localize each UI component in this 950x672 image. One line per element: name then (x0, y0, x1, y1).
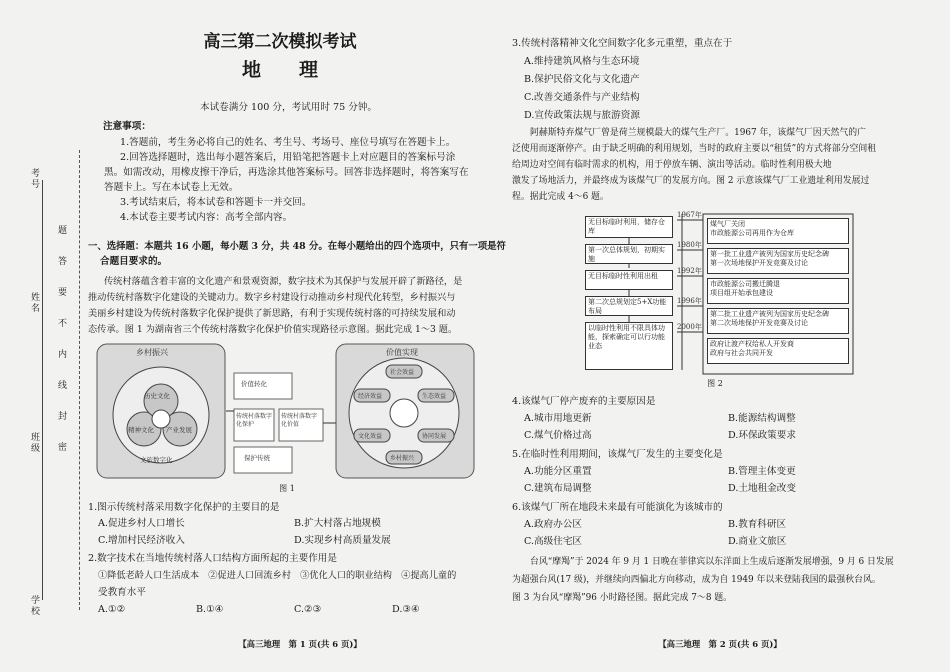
fig1-left-item: 精神文化 (128, 426, 154, 434)
q6-option-c[interactable]: C.高级住宅区 (524, 536, 583, 547)
passage2-line: 图 3 为台风“摩羯”96 小时路径图。据此完成 7～8 题。 (512, 593, 733, 603)
fig1-mid-box: 保护传统 (244, 454, 270, 462)
fig2-right-item: 第二批工业遗产被列为国家历史纪念碑 (710, 310, 829, 318)
fig1-right-node: 生态效益 (422, 393, 447, 400)
q5-option-b[interactable]: B.管理主体变更 (728, 466, 796, 477)
q1-option-b[interactable]: B.扩大村落占地规模 (294, 518, 381, 529)
binding-label-kaohao: 考号 (29, 168, 39, 190)
q2-option-a[interactable]: A.①② (98, 604, 126, 615)
passage2-line: 为超强台风(17 级)，并继续向西偏北方向移动，成为自 1949 年以来登陆我国的最强秋台风。 (512, 575, 881, 585)
q3-option-a[interactable]: A.维持建筑风格与生态环境 (524, 56, 640, 67)
passage-line: 给周边对空间有临时需求的机构，用于停放车辆、演出等活动。临时性利用极大地 (512, 160, 832, 170)
notice-line: 黑。如需改动，用橡皮擦干净后，再选涂其他答案标号。回答非选择题时，将答案写在 (104, 167, 469, 178)
figure-1 (96, 343, 476, 480)
seal-char: 要 (56, 287, 66, 298)
fig2-right-item: 政府让渡产权给私人开发商 (710, 340, 794, 348)
section-title-cont: 合题目要求的。 (100, 256, 168, 267)
fig2-year: 2000年 (677, 323, 702, 331)
fig1-right-title: 价值实现 (386, 348, 418, 357)
notice-line: 2.回答选择题时，选出每小题答案后，用铅笔把答题卡上对应题目的答案标号涂 (120, 152, 456, 163)
fig2-left-box: 第一次总体规划，初期实施 (585, 244, 673, 264)
q1-option-d[interactable]: D.实现乡村高质量发展 (294, 535, 391, 546)
exam-title: 高三第二次模拟考试 (203, 32, 357, 52)
fig2-year: 1980年 (677, 241, 702, 249)
q5-option-d[interactable]: D.土地租金改变 (728, 483, 796, 494)
binding-label-xingming: 姓名 (29, 292, 39, 314)
passage-line: 泛使用而逐渐停产。由于缺乏明确的利用规划，当时的政府主要以“租赁”的方式将部分空间租 (512, 144, 877, 154)
q2-option-b[interactable]: B.①④ (196, 604, 224, 615)
seal-char: 线 (56, 380, 66, 391)
section-title: 一、选择题：本题共 16 小题，每小题 3 分，共 48 分。在每小题给出的四个选项中，只有一项是符 (88, 241, 506, 252)
seal-char: 不 (56, 318, 66, 329)
binding-label-xuexiao: 学校 (29, 595, 39, 617)
passage-line: 阿赫斯特弃煤气厂曾是荷兰规模最大的煤气生产厂。1967 年，该煤气厂因天然气的广 (530, 128, 867, 138)
binding-underline (42, 180, 43, 600)
question-6: 6.该煤气厂所在地段未来最有可能演化为该城市的 (512, 502, 723, 513)
fig2-year: 1967年 (677, 211, 702, 219)
fig2-right-box (707, 338, 849, 364)
question-1: 1.图示传统村落采用数字化保护的主要目的是 (88, 502, 280, 513)
fig2-year: 1992年 (677, 267, 702, 275)
fig2-year: 1996年 (677, 297, 702, 305)
notice-line: 答题卡上。写在本试卷上无效。 (104, 182, 239, 193)
fig2-right-box (707, 278, 849, 304)
q1-option-a[interactable]: A.促进乡村人口增长 (98, 518, 185, 529)
q3-option-d[interactable]: D.宣传政策法规与旅游资源 (524, 110, 640, 121)
q4-option-d[interactable]: D.环保政策要求 (728, 430, 796, 441)
q2-option-c[interactable]: C.②③ (294, 604, 322, 615)
passage-line: 态传承。图 1 为湖南省三个传统村落数字化保护价值实现路径示意图。据此完成 1～3 题。 (88, 324, 458, 335)
fig2-right-item: 政府与社会共同开发 (710, 349, 773, 357)
figure-1-caption: 图 1 (279, 484, 295, 493)
notice-title: 注意事项： (103, 121, 151, 132)
exam-info: 本试卷满分 100 分，考试用时 75 分钟。 (200, 102, 378, 113)
fig1-right-node: 社会效益 (390, 369, 415, 376)
seal-char: 内 (56, 349, 66, 360)
fig2-left-box: 以临时性利用不限具体功能，探索确定可以行功能业态 (585, 322, 673, 370)
page-1-footer: 【高三地理 第 1 页(共 6 页)】 (238, 639, 362, 649)
q6-option-b[interactable]: B.教育科研区 (728, 519, 787, 530)
seal-line (79, 150, 80, 610)
q4-option-b[interactable]: B.能源结构调整 (728, 413, 796, 424)
figure-2 (585, 210, 855, 378)
fig2-right-item: 市政能源公司再用作为仓库 (710, 229, 794, 237)
question-3: 3.传统村落精神文化空间数字化多元重塑，重点在于 (512, 38, 733, 49)
fig1-mid-box: 传统村落数字化价值 (281, 413, 318, 428)
fig2-left-box: 无目标临时利用，储存仓库 (585, 216, 673, 238)
q6-option-d[interactable]: D.商业文旅区 (728, 536, 787, 547)
q2-items: ①降低老龄人口生活成本 ②促进人口回流乡村 ③优化人口的职业结构 ④提高儿童的 (98, 570, 457, 581)
q4-option-a[interactable]: A.城市用地更新 (524, 413, 592, 424)
q2-option-d[interactable]: D.③④ (392, 604, 420, 615)
page-2-footer: 【高三地理 第 2 页(共 6 页)】 (658, 639, 782, 649)
fig2-right-item: 第一次场地保护开发竞赛及讨论 (710, 259, 808, 267)
q5-option-c[interactable]: C.建筑布局调整 (524, 483, 592, 494)
figure-2-caption: 图 2 (707, 379, 723, 388)
fig2-right-box (707, 308, 849, 334)
notice-line: 1.答题前，考生务必将自己的姓名、考生号、考场号、座位号填写在答题卡上。 (120, 137, 456, 148)
fig2-right-item: 项目组开始承包建设 (710, 289, 773, 297)
passage-line: 激发了场地活力，并最终成为该煤气厂的发展方向。图 2 示意该煤气厂工业遗址利用发展过 (512, 176, 870, 186)
subject-title: 地 理 (241, 59, 318, 81)
q4-option-c[interactable]: C.煤气价格过高 (524, 430, 592, 441)
q1-option-c[interactable]: C.增加村民经济收入 (98, 535, 185, 546)
q3-option-c[interactable]: C.改善交通条件与产业结构 (524, 92, 640, 103)
passage-line: 传统村落蕴含着丰富的文化遗产和景观资源，数字技术为其保护与发展开辟了新路径，是 (104, 276, 463, 287)
fig1-mid-box: 价值转化 (241, 380, 267, 388)
seal-char: 密 (56, 442, 66, 453)
fig2-right-item: 第二次场地保护开发竞赛及讨论 (710, 319, 808, 327)
fig2-right-item: 市政能源公司搬迁腾退 (710, 280, 780, 288)
fig2-left-box: 第二次总规划定5+X功能布局 (585, 296, 673, 316)
fig1-left-item: 文旅数字化 (140, 456, 173, 464)
fig1-left-title: 乡村振兴 (136, 348, 168, 357)
passage-line: 推动传统村落数字化建设的关键动力。数字乡村建设行动推动乡村现代化转型，乡村振兴与 (88, 292, 456, 303)
fig2-right-box (707, 248, 849, 274)
notice-line: 4.本试卷主要考试内容：高考全部内容。 (120, 212, 293, 223)
fig1-right-node: 乡村振兴 (390, 455, 415, 462)
fig2-left-box: 无目标临时性利用出租 (585, 270, 673, 290)
fig1-left-item: 历史文化 (144, 392, 170, 400)
fig1-mid-box: 传统村落数字化保护 (236, 413, 273, 428)
seal-char: 封 (56, 411, 66, 422)
passage2-line: 台风“摩羯”于 2024 年 9 月 1 日晚在菲律宾以东洋面上生成后逐渐发展增强，9 月 6 日发展 (530, 557, 894, 567)
fig1-right-node: 文化效益 (358, 433, 383, 440)
passage-line: 程。据此完成 4～6 题。 (512, 192, 609, 202)
question-4: 4.该煤气厂停产废弃的主要原因是 (512, 396, 656, 407)
fig2-right-box (707, 218, 849, 244)
question-2: 2.数字技术在当地传统村落人口结构方面所起的主要作用是 (88, 553, 337, 564)
q2-items-cont: 受教育水平 (98, 587, 146, 598)
fig2-right-item: 煤气厂关闭 (710, 220, 745, 228)
fig2-right-item: 第一批工业遗产被列为国家历史纪念碑 (710, 250, 829, 258)
fig1-right-node: 经济效益 (358, 393, 383, 400)
seal-char: 题 (56, 225, 66, 236)
binding-label-banji: 班级 (29, 432, 39, 454)
q3-option-b[interactable]: B.保护民俗文化与文化遗产 (524, 74, 640, 85)
question-5: 5.在临时性利用期间，该煤气厂发生的主要变化是 (512, 449, 723, 460)
fig1-right-node: 协同发展 (422, 433, 447, 440)
notice-line: 3.考试结束后，将本试卷和答题卡一并交回。 (120, 197, 312, 208)
q5-option-a[interactable]: A.功能分区重置 (524, 466, 592, 477)
fig1-left-item: 产业发展 (166, 426, 192, 434)
passage-line: 美丽乡村建设为传统村落数字化保护提供了新思路，有利于实现传统村落的可持续发展和动 (88, 308, 456, 319)
q6-option-a[interactable]: A.政府办公区 (524, 519, 582, 530)
seal-char: 答 (56, 256, 66, 267)
